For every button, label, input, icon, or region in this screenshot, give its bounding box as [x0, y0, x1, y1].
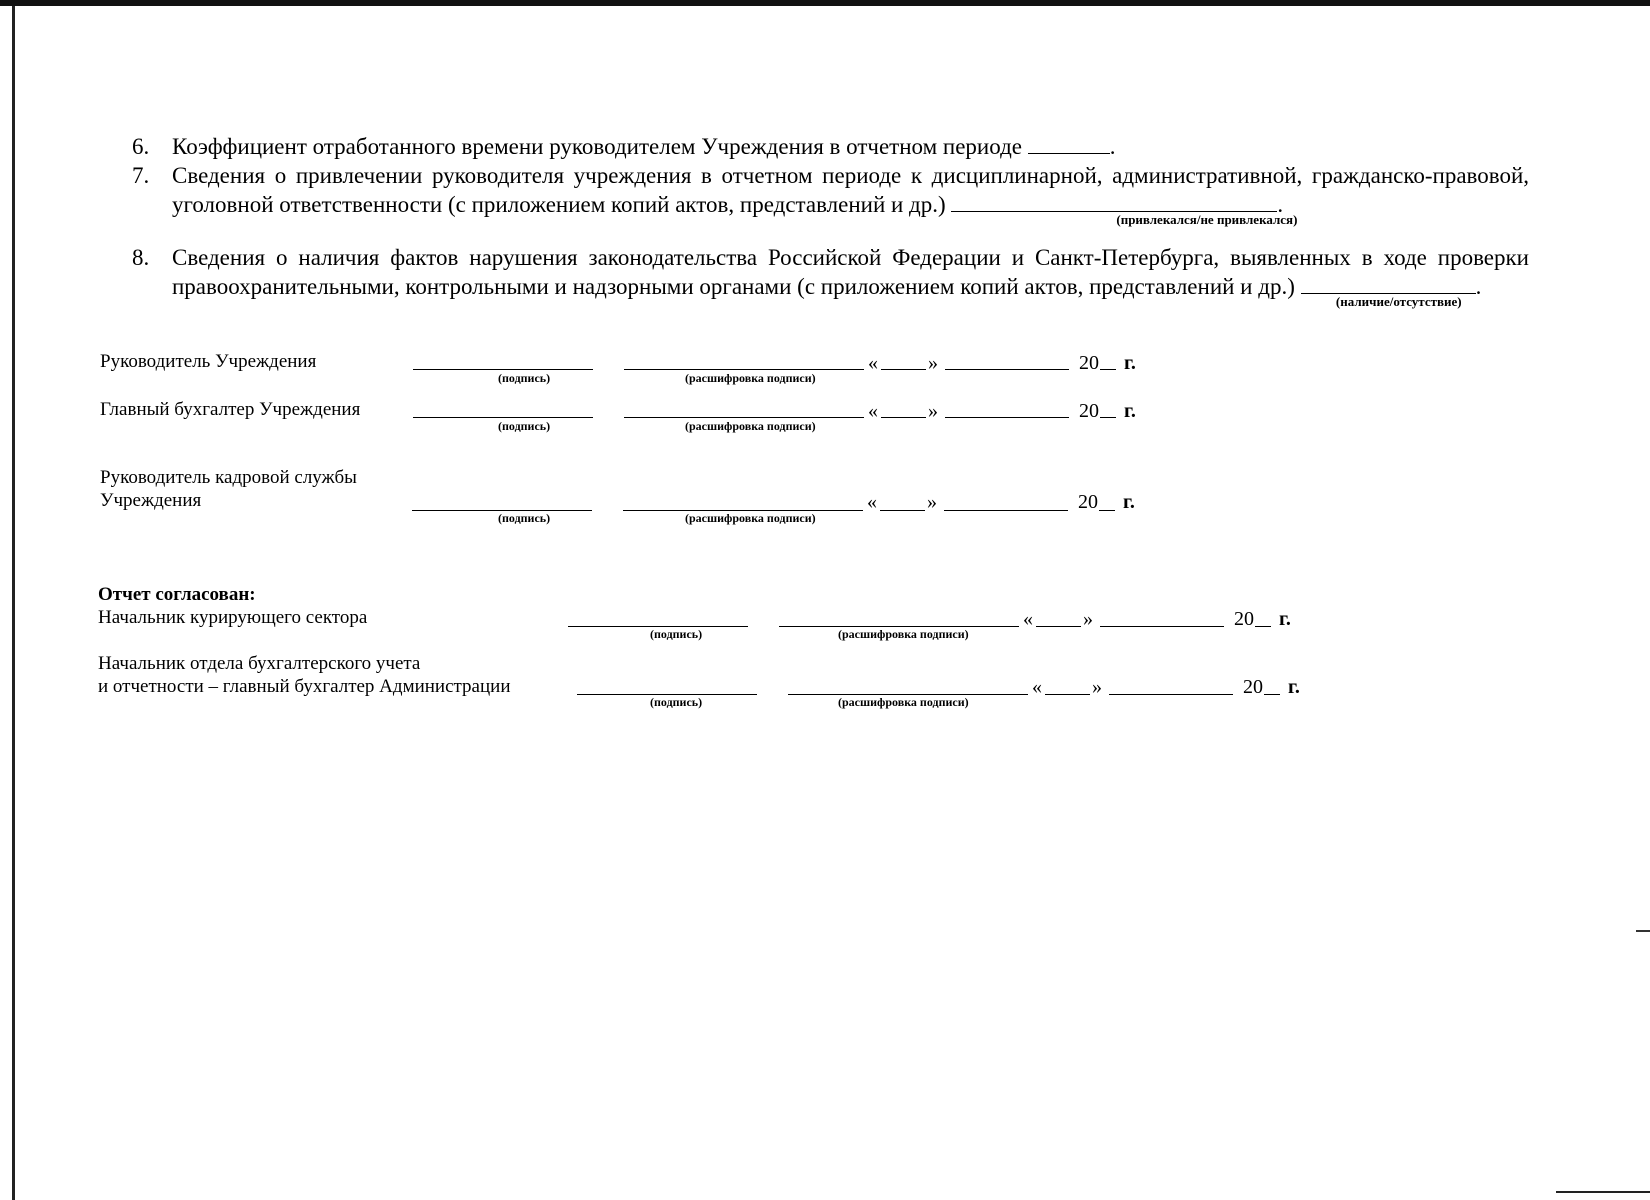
quote-open: « — [868, 352, 878, 374]
month-line[interactable] — [945, 369, 1069, 370]
year-prefix: 20 — [1234, 608, 1254, 630]
day-line[interactable] — [881, 417, 926, 418]
decoding-caption: (расшифровка подписи) — [685, 511, 816, 525]
year-prefix: 20 — [1078, 491, 1098, 513]
blank-caption: (наличие/отсутствие) — [1335, 294, 1462, 309]
day-line[interactable] — [1045, 694, 1090, 695]
year-prefix: 20 — [1079, 400, 1099, 422]
numbered-items — [132, 132, 1529, 309]
year-suffix: г. — [1279, 608, 1291, 630]
signature-line[interactable] — [413, 417, 593, 418]
quote-open: « — [868, 400, 878, 422]
scan-bottom-mark — [1556, 1191, 1650, 1193]
quote-open: « — [1023, 608, 1033, 630]
approval-heading-text: Отчет согласован: — [98, 584, 256, 605]
quote-close: » — [927, 491, 937, 513]
month-line[interactable] — [945, 417, 1069, 418]
decoding-caption: (расшифровка подписи) — [685, 371, 816, 385]
approval-row-supervising-sector — [98, 606, 1338, 646]
signature-role-label: Руководитель Учреждения — [100, 351, 317, 372]
blank-caption: (привлекался/не привлекался) — [1116, 212, 1298, 227]
signature-row-hr-head — [100, 466, 1200, 526]
approval-role-label: Начальник курирующего сектора — [98, 607, 368, 628]
month-line[interactable] — [1100, 626, 1224, 627]
approval-row-accounting-head — [98, 652, 1358, 712]
signature-row-director — [100, 350, 1200, 390]
item-end: . — [1109, 134, 1116, 159]
signature-caption: (подпись) — [498, 371, 551, 385]
signature-caption: (подпись) — [650, 627, 703, 641]
quote-open: « — [1032, 676, 1042, 698]
year-prefix: 20 — [1243, 676, 1263, 698]
item-text: Сведения о привлечении руководителя учреждения в отчетном периоде к дисциплинарной, административной, гражданско-правовой, уголовной ответственности (с приложением копий актов, представлений и др.) — [172, 163, 1529, 217]
approval-heading — [98, 583, 398, 607]
year-line[interactable] — [1255, 626, 1271, 627]
month-line[interactable] — [944, 510, 1068, 511]
fill-blank[interactable] — [1301, 275, 1476, 309]
signature-role-label-line2: Учреждения — [100, 490, 202, 511]
signature-line[interactable] — [413, 369, 593, 370]
quote-open: « — [867, 491, 877, 513]
year-line[interactable] — [1099, 510, 1115, 511]
day-line[interactable] — [881, 369, 926, 370]
decoding-line[interactable] — [624, 417, 864, 418]
quote-close: » — [1083, 608, 1093, 630]
year-suffix: г. — [1124, 400, 1136, 422]
day-line[interactable] — [1036, 626, 1081, 627]
year-suffix: г. — [1124, 352, 1136, 374]
year-suffix: г. — [1288, 676, 1300, 698]
quote-close: » — [928, 400, 938, 422]
decoding-caption: (расшифровка подписи) — [838, 627, 969, 641]
item-number: 7. — [132, 163, 150, 188]
item-8 — [132, 243, 1529, 309]
signature-caption: (подпись) — [498, 511, 551, 525]
item-6 — [132, 132, 1529, 161]
quote-close: » — [928, 352, 938, 374]
approval-role-label-line1: Начальник отдела бухгалтерского учета — [98, 653, 421, 674]
item-number: 8. — [132, 245, 150, 270]
signature-role-label: Главный бухгалтер Учреждения — [100, 399, 361, 420]
day-line[interactable] — [880, 510, 925, 511]
item-text: Сведения о наличия фактов нарушения законодательства Российской Федерации и Санкт-Петербурга, выявленных в ходе проверки правоохранительными, контрольными и надзорными органами (с приложением копий актов, представлений и др.) — [172, 245, 1529, 299]
item-text: Коэффициент отработанного времени руководителем Учреждения в отчетном периоде — [172, 134, 1022, 159]
item-end: . — [1277, 192, 1284, 217]
year-line[interactable] — [1264, 694, 1280, 695]
quote-close: » — [1092, 676, 1102, 698]
signature-role-label-line1: Руководитель кадровой службы — [100, 467, 357, 488]
decoding-caption: (расшифровка подписи) — [685, 419, 816, 433]
decoding-caption: (расшифровка подписи) — [838, 695, 969, 709]
year-prefix: 20 — [1079, 352, 1099, 374]
signature-caption: (подпись) — [498, 419, 551, 433]
month-line[interactable] — [1109, 694, 1233, 695]
year-line[interactable] — [1100, 369, 1116, 370]
item-number: 6. — [132, 134, 150, 159]
approval-role-label-line2: и отчетности – главный бухгалтер Администрации — [98, 676, 511, 697]
signature-row-chief-accountant — [100, 398, 1200, 438]
scan-top-border — [0, 0, 1650, 6]
scan-left-border — [12, 6, 15, 1200]
year-suffix: г. — [1123, 491, 1135, 513]
item-7 — [132, 161, 1529, 227]
scan-edge-mark — [1636, 930, 1650, 932]
decoding-line[interactable] — [624, 369, 864, 370]
signature-caption: (подпись) — [650, 695, 703, 709]
fill-blank[interactable] — [951, 193, 1298, 227]
fill-blank[interactable] — [1028, 135, 1110, 154]
year-line[interactable] — [1100, 417, 1116, 418]
item-end: . — [1475, 274, 1482, 299]
